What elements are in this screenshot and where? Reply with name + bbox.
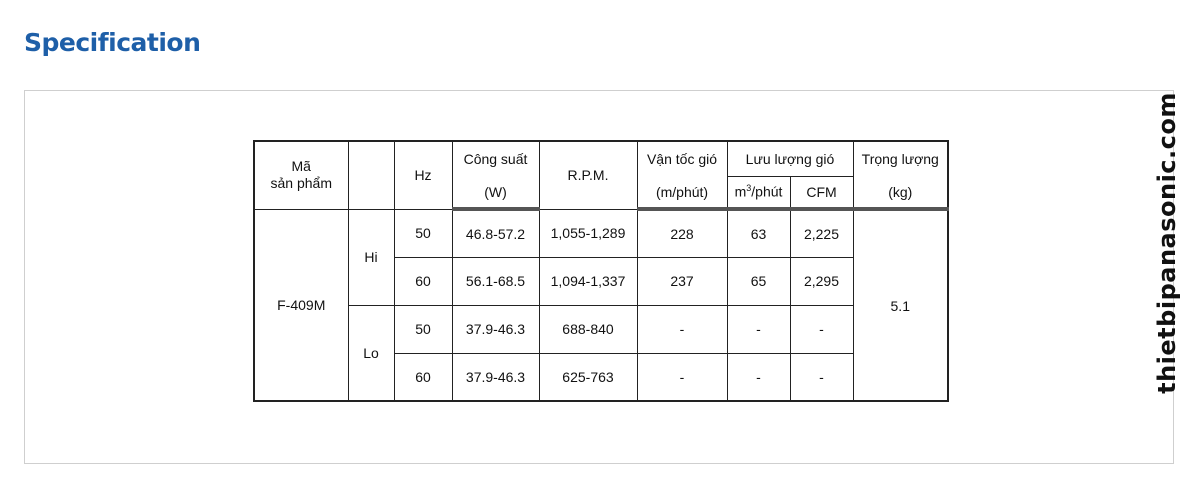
cell-model: F-409M (254, 209, 348, 401)
header-model: Mã sản phẩm (254, 141, 348, 209)
cell-m3: 65 (727, 257, 790, 305)
header-weight-unit: (kg) (853, 176, 948, 209)
header-power: Công suất (452, 141, 539, 176)
cell-weight: 5.1 (853, 209, 948, 401)
watermark (1150, 78, 1184, 408)
cell-cfm: 2,225 (790, 209, 853, 257)
cell-hz: 50 (394, 305, 452, 353)
cell-m3: 63 (727, 209, 790, 257)
header-speed-unit: (m/phút) (637, 176, 727, 209)
cell-cfm: - (790, 305, 853, 353)
cell-hz: 60 (394, 353, 452, 401)
cell-rpm: 1,094-1,337 (539, 257, 637, 305)
cell-speed: 237 (637, 257, 727, 305)
cell-m3: - (727, 353, 790, 401)
cell-power: 56.1-68.5 (452, 257, 539, 305)
cell-rpm: 688-840 (539, 305, 637, 353)
cell-speed: - (637, 305, 727, 353)
cell-hz: 50 (394, 209, 452, 257)
cell-rpm: 1,055-1,289 (539, 209, 637, 257)
cell-hz: 60 (394, 257, 452, 305)
header-power-unit: (W) (452, 176, 539, 209)
cell-cfm: 2,295 (790, 257, 853, 305)
header-hz: Hz (394, 141, 452, 209)
header-airflow-cfm: CFM (790, 176, 853, 209)
cell-speed: 228 (637, 209, 727, 257)
cell-mode-hi: Hi (348, 209, 394, 305)
cell-power: 46.8-57.2 (452, 209, 539, 257)
header-weight: Trọng lượng (853, 141, 948, 176)
header-rpm: R.P.M. (539, 141, 637, 209)
cell-cfm: - (790, 353, 853, 401)
cell-m3: - (727, 305, 790, 353)
watermark-text: thietbipanasonic.com (1153, 92, 1181, 394)
header-speed: Vận tốc gió (637, 141, 727, 176)
cell-speed: - (637, 353, 727, 401)
header-airflow: Lưu lượng gió (727, 141, 853, 176)
cell-power: 37.9-46.3 (452, 305, 539, 353)
page-title: Specification (24, 28, 201, 57)
cell-rpm: 625-763 (539, 353, 637, 401)
cell-mode-lo: Lo (348, 305, 394, 401)
spec-table (253, 140, 949, 402)
header-airflow-m3: $m^3$/phút (727, 176, 790, 209)
cell-power: 37.9-46.3 (452, 353, 539, 401)
header-blank (348, 141, 394, 209)
